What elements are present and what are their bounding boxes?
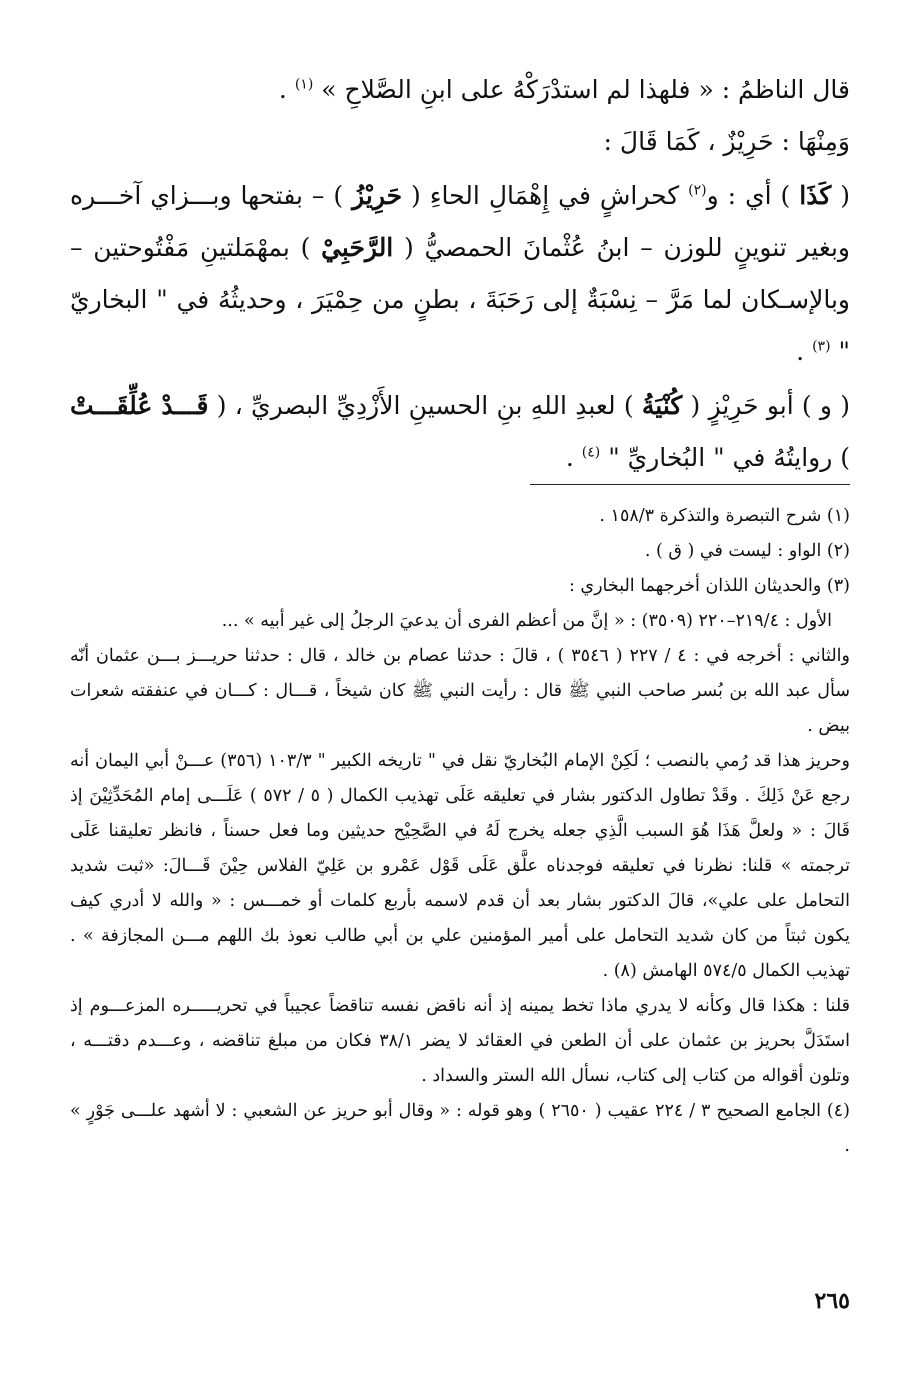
term-kadha: كَذَا [799,181,832,210]
text-run: كحراشٍ في إِهْمَالِ الحاءِ ( [402,181,689,210]
footnote-ref-2[interactable]: (٢) [688,182,707,199]
footnote-ref-4[interactable]: (٤) [581,444,601,461]
footnote-ref-1[interactable]: (١) [294,76,314,93]
main-paragraph-hariz [70,170,850,378]
term-kunya: كُنْيَةُ [641,391,683,420]
main-paragraph-abu-hariz [70,380,850,484]
text-run: ) أي : و [706,181,800,210]
footnotes [70,499,850,1164]
footnote-3-heading: (٣) والحديثان اللذان أخرجهما البخاري : [568,576,850,596]
text-run: ( [831,181,850,210]
footnote-1: (١) شرح التبصرة والتذكرة ١٥٨/٣ . [599,506,850,526]
text-run: ) روايتُهُ في " البُخاريِّ " [608,443,850,472]
punctuation: . [796,337,813,366]
main-line-nazim [70,64,850,116]
footnote-2: (٢) الواو : ليست في ( ق ) . [644,541,850,561]
text-run: ) – بفتحها وبـــزاي آخـــره وبغير تنوينٍ للوزن – ابنُ عُثْمانَ الحمصيُّ ( [70,181,850,262]
term-qad-ulliqat: قَـــدْ عُلِّقَـــتْ [70,391,209,420]
text-run: ) بمهْمَلتينِ مَفْتُوحتين – وبالإسـكان لما مَرَّ – نِسْبَةٌ إلى رَحَبَةَ ، بطنٍ من حِمْيَرَ ، وحديثُهُ في " البخاريّ " [70,233,850,366]
footnote-3-paragraph-3: قلنا : هكذا قال وكأنه لا يدري ماذا تخط يمينه إذ أنه ناقض نفسه تناقضاً عجيباً في تحريـــــره المزعـــوم إذ استَدَلَّ بحريز بن عثمان على أن الطعن في العقائد لا يضر ٣٨/١ فكان من مبلغ تناقضه ، وعـــدم دقتـــه ، وتلون أقواله من كتاب إلى كتاب، نسأل الله الستر والسداد . [70,996,851,1086]
text-run: ( و ) أبو حَرِيْزٍ ( [682,391,850,420]
main-line-minha [70,116,850,168]
footnote-3-paragraph-2: وحريز هذا قد رُمي بالنصب ؛ لَكِنْ الإمام البُخاريّ نقل في " تاريخه الكبير " ١٠٣/٣ (٣٥٦) عـــنْ أبي اليمان أنه رجع عَنْ ذَلِكَ . وقَدْ تطاول الدكتور بشار في تعليقه عَلَى تهذيب الكمال ( ٥ / ٥٧٢ ) عَلَـــى إمام المُحَدِّثِيْنَ إذ قَالَ : « ولعلَّ هَذَا هُوَ السبب الَّذِي جعله يخرج لَهُ في الصَّحِيْح حديثين وما فعل حسناً ، فانظر تعليقنا عَلَى ترجمته » قلنا: نظرنا في تعليقه فوجدناه علَّق عَلَى قَوْل عَمْرو بن عَلِيّ الفلاس حِيْنَ قَـــالَ: «ثبت شديد التحامل على علي»، قالَ الدكتور بشار بعد أن قدم لاسمه بأربع كلمات أو خمـــس : « والله لا أدري كيف يكون ثبتاً من كان شديد التحامل على أمير المؤمنين علي بن أبي طالب نعوذ بك اللهم مـــن المجازفة » . تهذيب الكمال ٥٧٤/٥ الهامش (٨) . [70,751,851,981]
main-text [70,64,850,484]
term-rahabi: الرَّحَبِيْ [321,233,394,262]
text-run: ) لعبدِ اللهِ بنِ الحسينِ الأَزْدِيِّ البصريِّ ، ( [208,391,642,420]
page-number: ٢٦٥ [814,1288,850,1314]
footnote-3-first-hadith: الأول : ٢١٩/٤–٢٢٠ (٣٥٠٩) : « إنَّ من أعظم الفرى أن يدعيَ الرجلُ إلى غير أبيه » ... [221,611,832,631]
footnote-ref-3[interactable]: (٣) [812,338,831,355]
term-hariz: حَرِيْزُ [352,181,403,210]
punctuation: . [278,75,295,104]
footnote-separator [530,484,850,485]
nazim-quote: قال الناظمُ : « فلهذا لم استدْرَكْهُ على ابنِ الصَّلاحِ » [321,75,850,104]
punctuation: . [565,443,582,472]
footnote-3-second-hadith: والثاني : أخرجه في : ٤ / ٢٢٧ ( ٣٥٤٦ ) ، قالَ : حدثنا عصام بن خالد ، قال : حدثنا حريـــز بـــن عثمان أنّه سأل عبد الله بن بُسر صاحب النبي ﷺ قال : رأيت النبي ﷺ كان شيخاً ، قـــال : كـــان في عنفقته شعرات بيض . [70,646,850,736]
page [70,64,850,1354]
minha-line-text: وَمِنْهَا : حَرِيْزٌ ، كَمَا قَالَ : [603,127,850,156]
footnote-4: (٤) الجامع الصحيح ٣ / ٢٢٤ عقيب ( ٢٦٥٠ ) وهو قوله : « وقال أبو حريز عن الشعبي : لا أشهد علـــى جَوْرٍ » . [70,1101,850,1156]
